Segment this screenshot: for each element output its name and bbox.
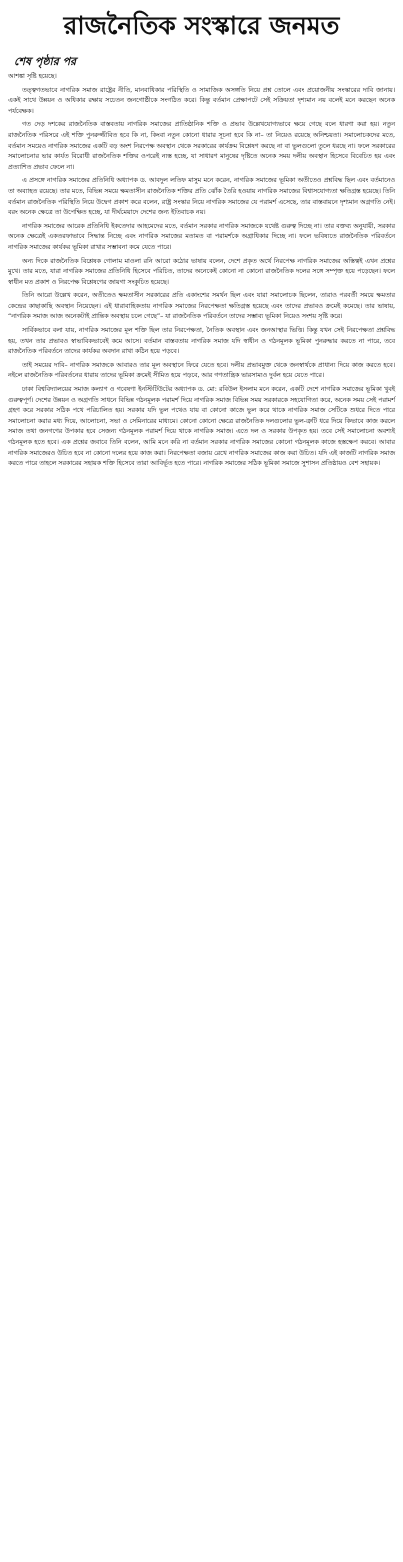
paragraph: এ প্রসঙ্গে নাগরিক সমাজের প্রতিনিধি অধ্যাপক ড. আবদুল লতিফ মাসুম মনে করেন, নাগরিক সমাজের ভূমিকা অতীতেও প্রশ্নবিদ্ধ ছিল এবং বর্তমানেও তা অব্যাহত রয়েছে। তার মতে, বিভিন্ন সময়ে ক্ষমতাসীন রাজনৈতিক শক্তির প্রতি ঝোঁক তৈরি হওয়ায় নাগরিক সমাজের বিশ্বাসযোগ্যতা ক্ষতিগ্রস্ত হয়েছে। তিনি বর্তমান রাজনৈতিক পরিস্থিতি নিয়ে উদ্বেগ প্রকাশ করে বলেন, রাষ্ট্র সংস্কার নিয়ে নাগরিক সমাজের যে পরামর্শ এসেছে, তার বাস্তবায়নে দৃশ্যমান অগ্রগতি নেই। বরং অনেক ক্ষেত্রে তা উপেক্ষিত হচ্ছে, যা দীর্ঘমেয়াদে দেশের জন্য ইতিবাচক নয়।	[8, 177, 395, 217]
paragraph: তত্ত্বগতভাবে নাগরিক সমাজ রাষ্ট্রের নীতি, মানবাধিকার পরিস্থিতি ও সামাজিক অসঙ্গতি নিয়ে প্রশ্ন তোলে এবং প্রয়োজনীয় সংস্কারের দাবি জানায়। একই সাথে উন্নয়ন ও অধিকার রক্ষায় সচেতন জনগোষ্ঠীকে সংগঠিত করে। কিন্তু বর্তমান প্রেক্ষাপটে সেই সক্রিয়তা দৃশ্যমান নয় বলেই মনে করছেন অনেক পর্যবেক্ষক।	[8, 86, 395, 115]
paragraph: তাই সময়ের দাবি– নাগরিক সমাজকে আবারও তার মূল অবস্থানে ফিরে যেতে হবে। দলীয় প্রভাবমুক্ত থেকে জনস্বার্থকে প্রাধান্য দিয়ে কাজ করতে হবে। নইলে রাজনৈতিক পরিবর্তনের ধারায় তাদের ভূমিকা ক্রমেই সীমিত হয়ে পড়বে, আর গণতান্ত্রিক ভারসাম্যও দুর্বল হয়ে যেতে পারে।	[8, 361, 395, 380]
paragraph: ঢাকা বিশ্ববিদ্যালয়ের সমাজ কল্যাণ ও গবেষণা ইনস্টিটিউটের অধ্যাপক ড. মো: রবিউল ইসলাম মনে করেন, একটি দেশে নাগরিক সমাজের ভূমিকা খুবই গুরুত্বপূর্ণ। দেশের উন্নয়ন ও অগ্রগতি সাধনে বিভিন্ন গঠনমূলক পরামর্শ দিয়ে নাগরিক সমাজ বিভিন্ন সময় সরকারকে সহযোগিতা করে, অনেক সময় সেই পরামর্শ গ্রহণ করে সরকার সঠিক পথে পরিচালিত হয়। সরকার যদি ভুল পথেও যায় বা কোনো কাজে ভুল করে থাকে নাগরিক সমাজ সেটিকে শুধরে দিতে পারে সমালোচনা করার মধ্য দিয়ে, আলোচনা, সভা ও সেমিনারের মাধ্যমে। কোনো কোনো ক্ষেত্রে রাজনৈতিক দলগুলোর ভুল-ত্রুটি ধরে দিয়ে কিভাবে কাজ করলে সমাজ তথা জনগণের উপকার হবে সেজন্য গঠনমূলক পরামর্শ দিয়ে থাকে নাগরিক সমাজ। এতে দল ও সরকার উপকৃত হয়। তবে সেই সমালোচনা অবশ্যই গঠনমূলক হতে হবে। এক প্রশ্নের জবাবে তিনি বলেন, আমি মনে করি না বর্তমান সরকার নাগরিক সমাজের কোনো গঠনমূলক কাজে হস্তক্ষেপ করবে। আবার নাগরিক সমাজেরও উচিত হবে না কোনো দলের হয়ে কাজ করা। নিরপেক্ষতা বজায় রেখে নাগরিক সমাজের কাজ করা উচিত। যদি এই কাজটি নাগরিক সমাজ করতে পারে তাহলে সরকারের সহায়ক শক্তি হিসেবে তারা আবির্ভূত হতে পারে। নাগরিক সমাজের সঠিক ভূমিকা সমাজে সুশাসন প্রতিষ্ঠায়ও বেশ সহায়ক।	[8, 386, 395, 468]
continued-from-label: শেষ পৃষ্ঠার পর	[14, 55, 77, 68]
article-body	[8, 72, 395, 470]
paragraph: অন্য দিকে রাজনৈতিক বিশ্লেষক গোলাম মাওলা রনি আরো কঠোর ভাষায় বলেন, দেশে প্রকৃত অর্থে নিরপেক্ষ নাগরিক সমাজের অস্তিত্বই এখন প্রশ্নের মুখে। তার মতে, যারা নাগরিক সমাজের প্রতিনিধি হিসেবে পরিচিত, তাদের অনেকেই কোনো না কোনো রাজনৈতিক দলের সঙ্গে সম্পৃক্ত হয়ে পড়েছেন। ফলে স্বাধীন মত প্রকাশ ও নিরপেক্ষ বিশ্লেষণের জায়গা সংকুচিত হয়েছে।	[8, 257, 395, 286]
paragraph: আশঙ্কা সৃষ্টি হয়েছে।	[8, 73, 57, 80]
article-headline: রাজনৈতিক সংস্কারে জনমত	[63, 11, 340, 40]
paragraph: নাগরিক সমাজের আরেক প্রতিনিধি ইকতেদার আহমেদের মতে, বর্তমান সরকার নাগরিক সমাজকে যথেষ্ট গুরুত্ব দিচ্ছে না। তার বক্তব্য অনুযায়ী, সরকার অনেক ক্ষেত্রেই একতরফাভাবে সিদ্ধান্ত নিচ্ছে এবং নাগরিক সমাজের মতামত বা পরামর্শকে অগ্রাধিকার দিচ্ছে না। ফলে ভবিষ্যতে রাজনৈতিক পরিবর্তনে নাগরিক সমাজের কার্যকর ভূমিকা রাখার সম্ভাবনা কমে যেতে পারে।	[8, 222, 395, 251]
paragraph: সার্বিকভাবে বলা যায়, নাগরিক সমাজের মূল শক্তি ছিল তার নিরপেক্ষতা, নৈতিক অবস্থান এবং জনআস্থার ভিত্তি। কিন্তু যখন সেই নিরপেক্ষতা প্রশ্নবিদ্ধ হয়, তখন তার প্রভাবও স্বাভাবিকভাবেই কমে আসে। বর্তমান বাস্তবতায় নাগরিক সমাজ যদি স্বাধীন ও গঠনমূলক ভূমিকা পুনরুদ্ধার করতে না পারে, তবে রাজনৈতিক পরিবর্তনে তাদের কার্যকর অবদান রাখা কঠিন হয়ে পড়বে।	[8, 327, 395, 356]
paragraph: তিনি আরো উল্লেখ করেন, অতীতেও ক্ষমতাসীন সরকারের প্রতি একাংশের সমর্থন ছিল এবং যারা সমালোচক ছিলেন, তারাও পরবর্তী সময়ে ক্ষমতার কেন্দ্রের কাছাকাছি অবস্থান নিয়েছেন। এই ধারাবাহিকতায় নাগরিক সমাজের নিরপেক্ষতা ক্ষতিগ্রস্ত হয়েছে এবং তাদের প্রভাবও ক্রমেই কমেছে। তার ভাষায়, “নাগরিক সমাজ আজ অনেকটাই প্রান্তিক অবস্থায় চলে গেছে”– যা রাজনৈতিক পরিবর্তনে তাদের সম্ভাব্য ভূমিকা নিয়েও সংশয় সৃষ্টি করে।	[8, 292, 395, 321]
paragraph: গত দেড় দশকের রাজনৈতিক বাস্তবতায় নাগরিক সমাজের প্রাতিষ্ঠানিক শক্তি ও প্রভাব উল্লেখযোগ্যভাবে ক্ষয়ে গেছে বলে ধারণা করা হয়। নতুন রাজনৈতিক পরিসরে এই শক্তি পুনরুজ্জীবিত হবে কি না, কিংবা নতুন কোনো ধারার সূচনা হবে কি না– তা নিয়েও রয়েছে অনিশ্চয়তা। সমালোচকদের মতে, বর্তমান সময়েও নাগরিক সমাজের একটি বড় অংশ নিরপেক্ষ অবস্থান থেকে সরকারের কার্যক্রম বিশ্লেষণ করছে না বা ভুলগুলো তুলে ধরছে না। ফলে সরকারের সমালোচনার ভার কার্যত বিরোধী রাজনৈতিক শক্তির ওপরেই ন্যস্ত হচ্ছে, যা সাধারণ মানুষের দৃষ্টিতে অনেক সময় দলীয় অবস্থান হিসেবে বিবেচিত হয় এবং প্রত্যাশিত প্রভাব ফেলে না।	[8, 121, 395, 171]
